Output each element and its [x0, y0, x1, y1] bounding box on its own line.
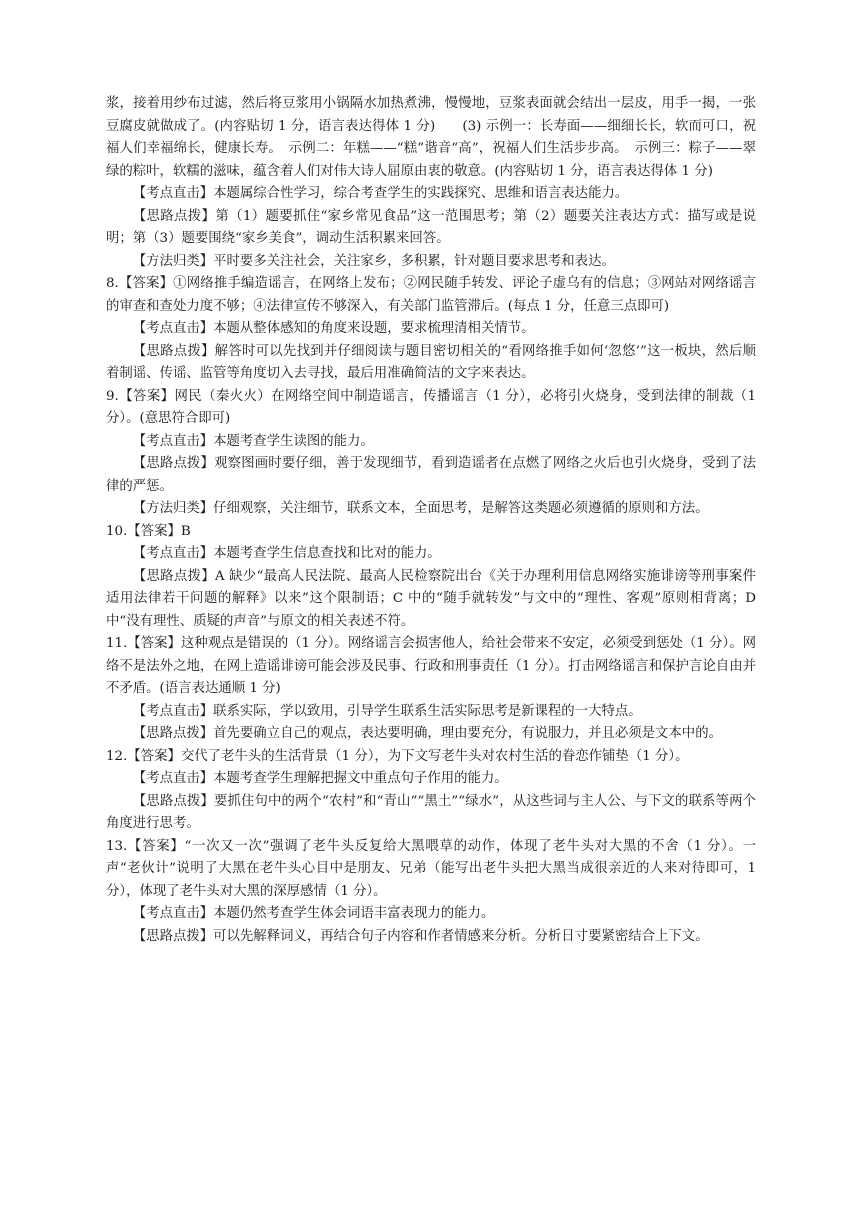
paragraph-q11-hint: 【思路点拨】首先要确立自己的观点，表达要明确，理由要充分，有说服力，并且必须是文本中的。 [132, 726, 722, 741]
paragraph-q8-hint: 【思路点拨】解答时可以先找到并仔细阅读与题目密切相关的“看网络推手如何‘忽悠’”这一板块，然后顺着制谣、传谣、监管等角度切入去寻找，最后用准确简洁的文字来表达。 [106, 343, 756, 381]
paragraph-q9-hint: 【思路点拨】观察图画时要仔细，善于发现细节，看到造谣者在点燃了网络之火后也引火烧身，受到了法律的严惩。 [106, 456, 756, 494]
paragraph-q7-key-point: 【考点直击】本题属综合性学习，综合考查学生的实践探究、思维和语言表达能力。 [132, 186, 629, 201]
paragraph-q9-answer: 9.【答案】网民（秦火火）在网络空间中制造谣言，传播谣言（1 分），必将引火烧身，受到法律的制裁（1 分）。(意思符合即可) [106, 388, 756, 426]
paragraph-q8-answer: 8.【答案】①网络推手编造谣言，在网络上发布；②网民随手转发、评论子虚乌有的信息；③网站对网络谣言的审查和查处力度不够；④法律宣传不够深入，有关部门监管滞后。(每点 1 分，任意三点即可) [106, 276, 756, 314]
paragraph-q10-key-point: 【考点直击】本题考查学生信息查找和比对的能力。 [132, 546, 441, 561]
paragraph-q7-hint: 【思路点拨】第（1）题要抓住“家乡常见食品”这一范围思考；第（2）题要关注表达方式：描写或是说明；第（3）题要围绕“家乡美食”，调动生活积累来回答。 [106, 208, 756, 246]
paragraph-q10-answer: 10.【答案】B [106, 523, 191, 539]
paragraph-q8-key-point: 【考点直击】本题从整体感知的角度来设题，要求梳理清相关情节。 [132, 321, 535, 336]
answer-document [106, 93, 756, 948]
paragraph-q11-key-point: 【考点直击】联系实际，学以致用，引导学生联系生活实际思考是新课程的一大特点。 [132, 703, 642, 719]
paragraph-q11-answer: 11.【答案】这种观点是错误的（1 分）。网络谣言会损害他人，给社会带来不安定，必须受到惩处（1 分）。网络不是法外之地，在网上造谣诽谤可能会涉及民事、行政和刑事责任（1 分）。打击网络谣言和保护言论自由并不矛盾。(语言表达通顺 1 分) [106, 636, 756, 696]
paragraph-q12-key-point: 【考点直击】本题考查学生理解把握文中重点句子作用的能力。 [132, 771, 508, 786]
paragraph-q7-method: 【方法归类】平时要多关注社会，关注家乡，多积累，针对题目要求思考和表达。 [132, 253, 615, 269]
paragraph-q12-answer: 12.【答案】交代了老牛头的生活背景（1 分），为下文写老牛头对农村生活的眷恋作铺垫（1 分）。 [106, 748, 689, 764]
paragraph-q9-method: 【方法归类】仔细观察，关注细节，联系文本，全面思考，是解答这类题必须遵循的原则和方法。 [132, 501, 709, 516]
paragraph-food-answer-continued: 浆，接着用纱布过滤，然后将豆浆用小锅隔水加热煮沸，慢慢地，豆浆表面就会结出一层皮，用手一揭，一张豆腐皮就做成了。(内容贴切 1 分，语言表达得体 1 分) (3) 示例一：长寿面——细细长长，软而可口，祝福人们幸福绵长，健康长寿。 示例二：年糕——“糕”谐音“高”，祝福人们生活步步高。 示例三：粽子——翠绿的粽叶，软糯的滋味，蕴含着人们对伟大诗人屈原由衷的敬意。(内容贴切 1 分，语言表达得体 1 分) [106, 96, 756, 179]
paragraph-q13-hint: 【思路点拨】可以先解释词义，再结合句子内容和作者情感来分析。分析日寸要紧密结合上下文。 [132, 928, 709, 944]
paragraph-q13-key-point: 【考点直击】本题仍然考查学生体会词语丰富表现力的能力。 [132, 906, 495, 921]
paragraph-q9-key-point: 【考点直击】本题考查学生读图的能力。 [132, 433, 374, 449]
paragraph-q13-answer: 13.【答案】“一次又一次”强调了老牛头反复给大黑喂草的动作，体现了老牛头对大黑的不舍（1 分）。一声“老伙计”说明了大黑在老牛头心目中是朋友、兄弟（能写出老牛头把大黑当成很亲近的人来对待即可，1 分），体现了老牛头对大黑的深厚感情（1 分）。 [106, 838, 756, 899]
paragraph-q12-hint: 【思路点拨】要抓住句中的两个“农村”和“青山”“黑土”“绿水”，从这些词与主人公、与下文的联系等两个角度进行思考。 [106, 793, 756, 831]
paragraph-q10-hint: 【思路点拨】A 缺少“最高人民法院、最高人民检察院出台《关于办理利用信息网络实施诽谤等刑事案件适用法律若干问题的解释》以来”这个限制语；C 中的“随手就转发”与文中的“理性、客观”原则相背离；D 中“没有理性、质疑的声音”与原文的相关表述不符。 [106, 568, 756, 629]
